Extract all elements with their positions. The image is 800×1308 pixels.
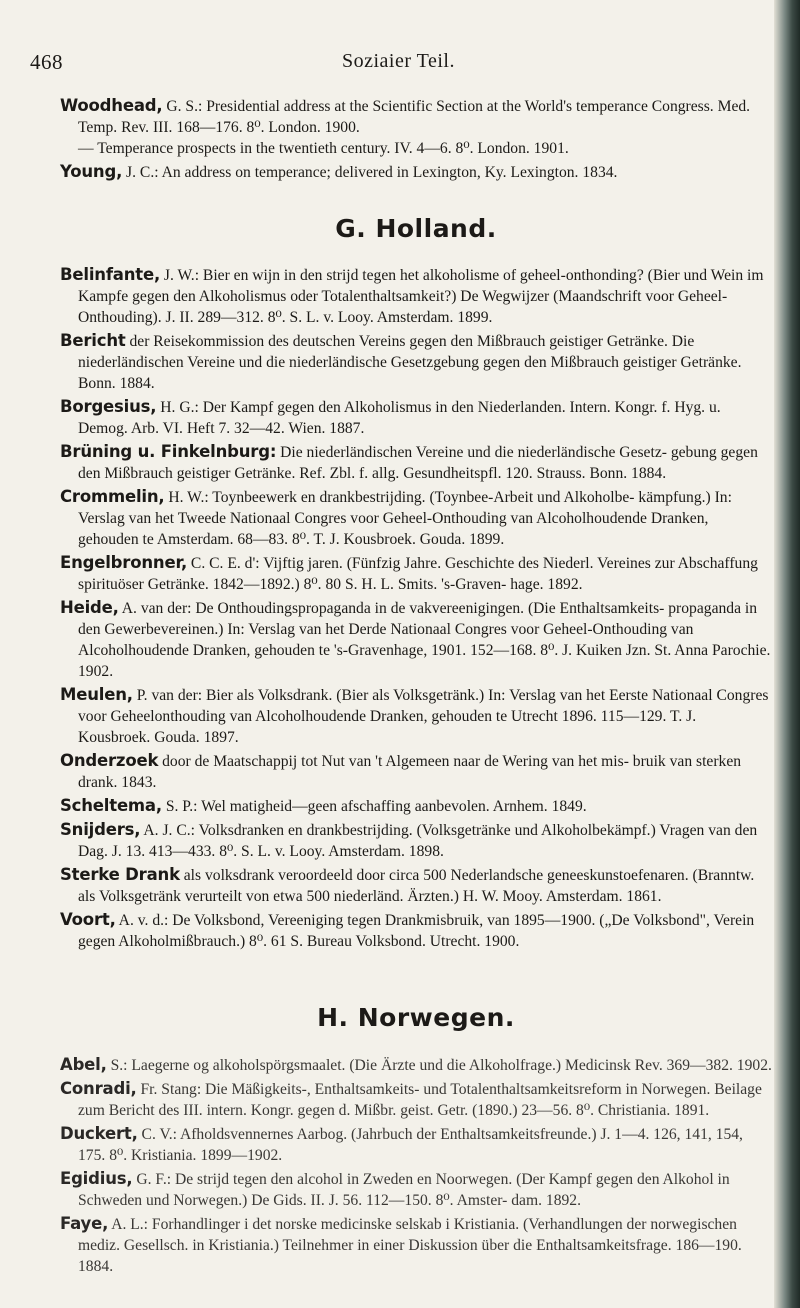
entry-text: G. S.: Presidential address at the Scientific Section at the World's temperance Congress. Med. Temp. Rev. III. 168—176. 8⁰. London. 1900. bbox=[78, 98, 751, 136]
entry-text: A. van der: De Onthoudingspropaganda in de vakvereenigingen. (Die Enthaltsamkeits- propaganda in den Gewerbevereinen.) In: Verslag van het Derde Nationaal Congres voor Geheel-Onthouding van Alcoholhoudende Dranken, gehouden te 's-Gravenhage, 1901. 152—168. 8⁰. J. Kuiken Jzn. St. Anna Parochie. 1902. bbox=[78, 600, 771, 680]
entry-author: Sterke Drank bbox=[60, 865, 180, 884]
entry-author: Egidius, bbox=[60, 1169, 133, 1188]
bib-entry bbox=[60, 1054, 772, 1076]
entry-text: S. P.: Wel matigheid—geen afschaffing aanbevolen. Arnhem. 1849. bbox=[161, 798, 587, 815]
entry-text: J. C.: An address on temperance; delivered in Lexington, Ky. Lexington. 1834. bbox=[122, 164, 618, 181]
entry-author: Faye, bbox=[60, 1214, 109, 1233]
entry-author: Conradi, bbox=[60, 1079, 137, 1098]
bib-entry bbox=[60, 750, 772, 793]
running-head: Soziaier Teil. bbox=[342, 50, 455, 72]
entry-text: J. W.: Bier en wijn in den strijd tegen het alkoholisme of geheel-onthonding? (Bier und Wein im Kampfe gegen den Alkoholismus oder Totalenthaltsamkeit?) De Wegwijzer (Maandschrift voor Geheel-Onthouding). J. II. 289—312. 8⁰. S. L. v. Looy. Amsterdam. 1899. bbox=[78, 267, 764, 326]
entry-author: Brüning u. Finkelnburg: bbox=[60, 442, 277, 461]
section-heading-holland: G. Holland. bbox=[335, 214, 497, 243]
bib-entry bbox=[60, 552, 772, 595]
bib-entry bbox=[60, 486, 772, 550]
entry-text: C. C. E. d': Vijftig jaren. (Fünfzig Jahre. Geschichte des Niederl. Vereines zur Abschaffung spirituöser Getränke. 1842—1892.) 8⁰. 80 S. H. L. Smits. 's-Graven- hage. 1892. bbox=[78, 555, 758, 593]
bib-entry bbox=[60, 441, 772, 484]
entry-author: Engelbronner, bbox=[60, 553, 188, 572]
entry-text: P. van der: Bier als Volksdrank. (Bier als Volksgetränk.) In: Verslag van het Eerste Nationaal Congres voor Geheelonthouding van Alcoholhoudende Dranken, gehouden te Utrecht 1896. 115—129. T. J. Kousbroek. Gouda. 1897. bbox=[78, 687, 769, 746]
bib-entry-woodhead-continuation bbox=[60, 138, 772, 159]
entry-author: Woodhead, bbox=[60, 96, 163, 115]
bib-entry bbox=[60, 1123, 772, 1166]
bib-entry-young bbox=[60, 161, 772, 183]
entry-author: Crommelin, bbox=[60, 487, 165, 506]
entry-text: als volksdrank veroordeeld door circa 500 Nederlandsche geneeskunstoefenaren. (Branntw. als Volksgetränk verurteilt von etwa 500 niederländ. Ärzten.) H. W. Mooy. Amsterdam. 1861. bbox=[78, 867, 755, 905]
bibliography-content bbox=[60, 95, 772, 1279]
bib-entry bbox=[60, 864, 772, 907]
entry-text: Fr. Stang: Die Mäßigkeits-, Enthaltsamkeits- und Totalenthaltsamkeitsreform in Norwegen. Beilage zum Bericht des III. intern. Kongr. gegen d. Mißbr. geist. Getr. (1890.) 23—56. 8⁰. Christiania. 1891. bbox=[78, 1081, 762, 1119]
entry-author: Duckert, bbox=[60, 1124, 138, 1143]
entry-text: Die niederländischen Vereine und die niederländische Gesetz- gebung gegen den Mißbrauch geistiger Getränke. Ref. Zbl. f. allg. Gesundheitspfl. 120. Strauss. Bonn. 1884. bbox=[78, 444, 758, 482]
entry-text: H. W.: Toynbeewerk en drankbestrijding. (Toynbee-Arbeit und Alkoholbe- kämpfung.) In: Verslag van het Tweede Nationaal Congres voor Geheel-Onthouding van Alcoholhoudende Dranken, gehouden te Amsterdam. 68—83. 8⁰. T. J. Kousbroek. Gouda. 1899. bbox=[78, 489, 732, 548]
entry-text: der Reisekommission des deutschen Vereins gegen den Mißbrauch geistiger Getränke. Die niederländischen Vereine und die niederländische Gesetzgebung gegen den Mißbrauch geistiger Getränke. Bonn. 1884. bbox=[78, 333, 742, 392]
entry-author: Voort, bbox=[60, 910, 116, 929]
bib-entry-woodhead bbox=[60, 95, 772, 138]
bib-entry bbox=[60, 1168, 772, 1211]
entry-text: A. J. C.: Volksdranken en drankbestrijding. (Volksgetränke und Alkoholbekämpf.) Vragen van den Dag. J. 13. 413—433. 8⁰. S. L. v. Looy. Amsterdam. 1898. bbox=[78, 822, 758, 860]
entry-text: G. F.: De strijd tegen den alcohol in Zweden en Noorwegen. (Der Kampf gegen den Alkohol in Schweden und Norwegen.) De Gids. II. J. 56. 112—150. 8⁰. Amster- dam. 1892. bbox=[78, 1171, 730, 1209]
entry-text: A. v. d.: De Volksbond, Vereeniging tegen Drankmisbruik, van 1895—1900. („De Volksbond", Verein gegen Alkoholmißbrauch.) 8⁰. 61 S. Bureau Volksbond. Utrecht. 1900. bbox=[78, 912, 755, 950]
bib-entry bbox=[60, 795, 772, 817]
bib-entry bbox=[60, 1078, 772, 1121]
section-heading-norwegen: H. Norwegen. bbox=[317, 1003, 515, 1032]
bib-entry bbox=[60, 597, 772, 682]
entry-text: — Temperance prospects in the twentieth century. IV. 4—6. 8⁰. London. 1901. bbox=[78, 140, 569, 157]
entry-author: Belinfante, bbox=[60, 265, 161, 284]
entry-author: Young, bbox=[60, 162, 123, 181]
entry-text: S.: Laegerne og alkoholspörgsmaalet. (Die Ärzte und die Alkoholfrage.) Medicinsk Rev. 369—382. 1902. bbox=[106, 1057, 772, 1074]
entry-author: Snijders, bbox=[60, 820, 141, 839]
bib-entry bbox=[60, 684, 772, 748]
entry-author: Borgesius, bbox=[60, 397, 157, 416]
section-holland bbox=[60, 264, 772, 952]
section-norwegen bbox=[60, 1054, 772, 1277]
bib-entry bbox=[60, 396, 772, 439]
entry-text: C. V.: Afholdsvennernes Aarbog. (Jahrbuch der Enthaltsamkeitsfreunde.) J. 1—4. 126, 141, 154, 175. 8⁰. Kristiania. 1899—1902. bbox=[78, 1126, 743, 1164]
entry-author: Meulen, bbox=[60, 685, 133, 704]
page-header bbox=[0, 0, 780, 100]
bib-entry bbox=[60, 819, 772, 862]
entry-text: door de Maatschappij tot Nut van 't Algemeen naar de Wering van het mis- bruik van sterken drank. 1843. bbox=[78, 753, 742, 791]
bib-entry bbox=[60, 1213, 772, 1277]
entry-author: Scheltema, bbox=[60, 796, 162, 815]
bib-entry bbox=[60, 264, 772, 328]
bib-entry bbox=[60, 909, 772, 952]
entry-text: A. L.: Forhandlinger i det norske medicinske selskab i Kristiania. (Verhandlungen der norwegischen mediz. Gesellsch. in Kristiania.) Teilnehmer in einer Diskussion über die Enthaltsamkeitsfrage. 186—190. 1884. bbox=[78, 1216, 742, 1275]
bib-entry bbox=[60, 330, 772, 394]
entry-author: Bericht bbox=[60, 331, 126, 350]
entry-author: Onderzoek bbox=[60, 751, 159, 770]
entry-text: H. G.: Der Kampf gegen den Alkoholismus in den Niederlanden. Intern. Kongr. f. Hyg. u. Demog. Arb. VI. Heft 7. 32—42. Wien. 1887. bbox=[78, 399, 721, 437]
entry-author: Heide, bbox=[60, 598, 119, 617]
entry-author: Abel, bbox=[60, 1055, 107, 1074]
page-edge-shadow bbox=[774, 0, 800, 1308]
page-number: 468 bbox=[30, 50, 63, 74]
